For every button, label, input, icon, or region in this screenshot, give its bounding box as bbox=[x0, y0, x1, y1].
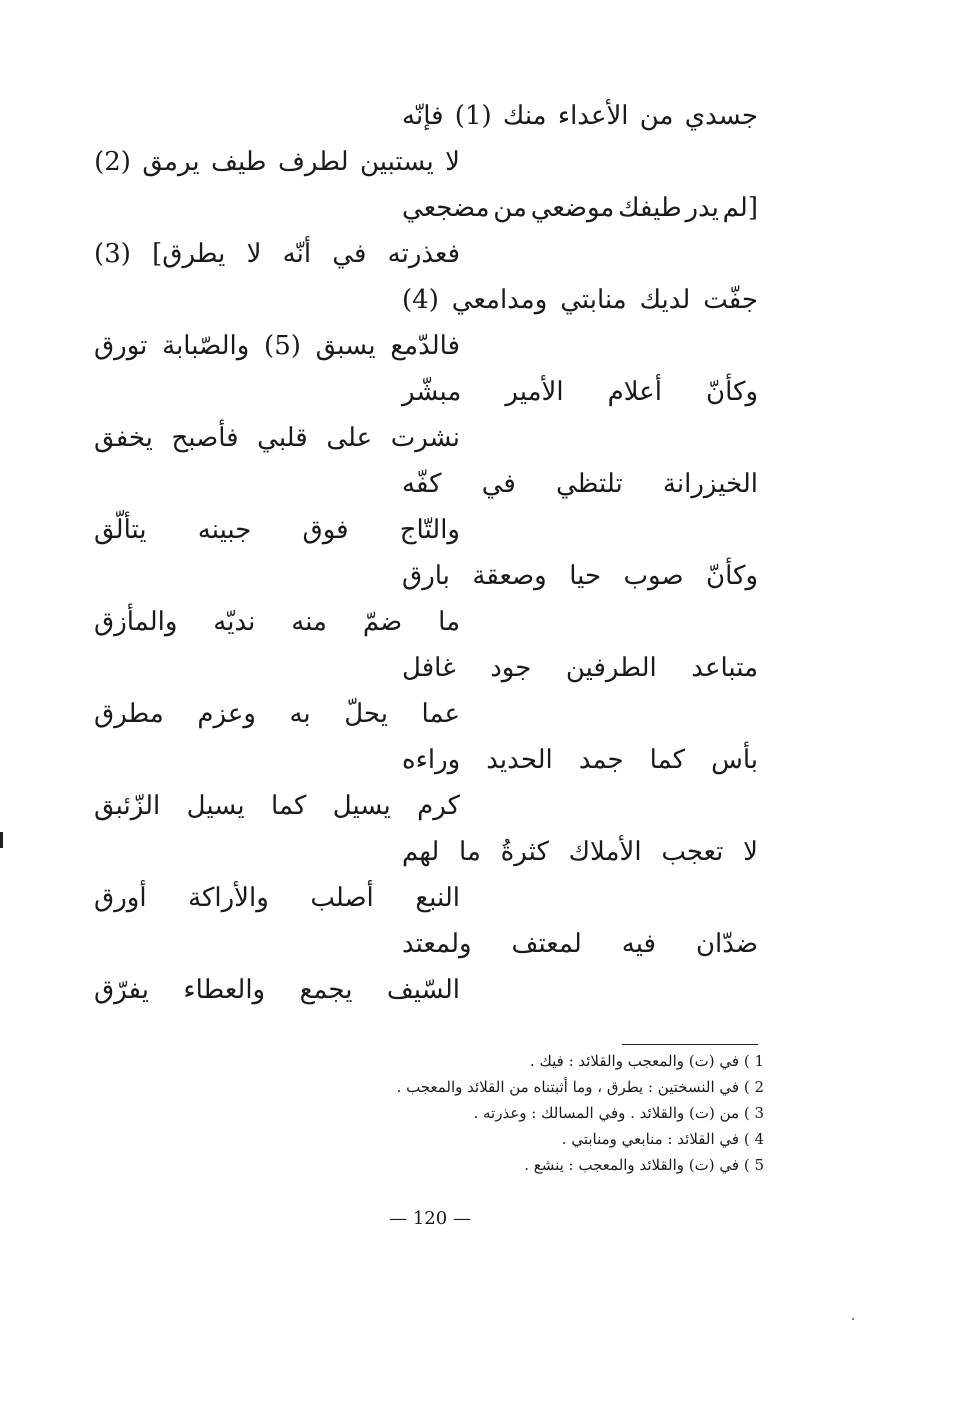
verse-word: (4) bbox=[402, 285, 439, 315]
verse-word: منه bbox=[291, 607, 327, 637]
verse-3-second-hemistich bbox=[94, 326, 460, 366]
verse-word: نديّه bbox=[213, 607, 256, 637]
verse-word: الأملاك bbox=[568, 837, 642, 867]
verse-word: [لم bbox=[722, 193, 758, 223]
verse-word: لهم bbox=[402, 837, 440, 867]
verse-word: مبشّر bbox=[402, 377, 462, 407]
verse-word: ضدّان bbox=[695, 929, 758, 959]
verse-word: يجمع bbox=[299, 975, 353, 1005]
verse-word: فأصبح bbox=[171, 423, 239, 453]
verse-word: كما bbox=[271, 791, 307, 821]
verse-word: الطرفين bbox=[565, 653, 657, 683]
verse-8-second-hemistich bbox=[94, 786, 460, 826]
footnote-2: 2 ) في النسختين : يطرق ، وما أثبتناه من القلائد والمعجب . bbox=[396, 1078, 764, 1096]
verse-word: مطرق bbox=[94, 699, 164, 729]
verse-word: منك bbox=[502, 101, 547, 131]
verse-word: يخفق bbox=[94, 423, 153, 453]
verse-word: بارق bbox=[402, 561, 450, 591]
verse-word: كثرةُ bbox=[500, 837, 549, 867]
verse-word: والعطاء bbox=[183, 975, 266, 1005]
verse-4-second-hemistich bbox=[94, 418, 460, 458]
scan-speck bbox=[852, 1318, 854, 1320]
verse-word: ومدامعي bbox=[451, 285, 548, 315]
verse-word: وصعقة bbox=[472, 561, 547, 591]
verse-word: كما bbox=[649, 745, 686, 775]
verse-word: لمعتف bbox=[511, 929, 582, 959]
verse-word: جبينه bbox=[197, 515, 252, 545]
verse-word: فالدّمع bbox=[390, 331, 460, 361]
verse-word: وعزم bbox=[197, 699, 256, 729]
verse-word: غافل bbox=[402, 653, 456, 683]
verse-word: وراءه bbox=[402, 745, 461, 775]
verse-word: منابتي bbox=[560, 285, 627, 315]
verse-word: جفّت bbox=[703, 285, 758, 315]
verse-10-first-hemistich bbox=[402, 924, 758, 964]
verse-word: فإنّه bbox=[402, 101, 444, 131]
verse-word: طيف bbox=[211, 147, 267, 177]
verse-word: من bbox=[639, 101, 674, 131]
verse-word: والتّاج bbox=[399, 515, 460, 545]
verse-word: قلبي bbox=[257, 423, 308, 453]
verse-word: يسيل bbox=[186, 791, 245, 821]
footnote-separator bbox=[622, 1044, 758, 1045]
verse-word: وكأنّ bbox=[706, 377, 758, 407]
verse-word: فيه bbox=[621, 929, 656, 959]
verse-word: طيفك bbox=[618, 193, 682, 223]
verse-word: يتألّق bbox=[94, 515, 147, 545]
verse-word: في bbox=[332, 239, 367, 269]
verse-word: الزّئبق bbox=[94, 791, 161, 821]
verse-3-first-hemistich bbox=[402, 280, 758, 320]
verse-6-second-hemistich bbox=[94, 602, 460, 642]
verse-word: النبع bbox=[415, 883, 460, 913]
verse-word: ولمعتد bbox=[402, 929, 472, 959]
verse-5-second-hemistich bbox=[94, 510, 460, 550]
verse-word: وكأنّ bbox=[706, 561, 758, 591]
verse-word: يسبق bbox=[315, 331, 376, 361]
verse-word: يطرق] bbox=[152, 239, 226, 269]
verse-word: لا bbox=[445, 147, 460, 177]
verse-word: أورق bbox=[94, 883, 147, 913]
verse-word: والمأزق bbox=[94, 607, 178, 637]
verse-word: (3) bbox=[94, 239, 131, 269]
verse-word: (1) bbox=[454, 101, 492, 131]
verse-word: أعلام bbox=[607, 377, 662, 407]
verse-7-first-hemistich bbox=[402, 648, 758, 688]
verse-4-first-hemistich bbox=[402, 372, 758, 412]
verse-8-first-hemistich bbox=[402, 740, 758, 780]
verse-6-first-hemistich bbox=[402, 556, 758, 596]
verse-word: فوق bbox=[302, 515, 349, 545]
verse-word: يدر bbox=[685, 193, 719, 223]
verse-word: ضمّ bbox=[362, 607, 403, 637]
verse-7-second-hemistich bbox=[94, 694, 460, 734]
verse-word: يرمق bbox=[142, 147, 200, 177]
verse-word: بأس bbox=[711, 745, 758, 775]
verse-word: والصّبابة bbox=[162, 331, 250, 361]
footnote-3: 3 ) من (ت) والقلائد . وفي المسالك : وعذرته . bbox=[473, 1104, 764, 1122]
footnote-1: 1 ) في (ت) والمعجب والقلائد : فيك . bbox=[529, 1052, 764, 1070]
verse-word: كفّه bbox=[402, 469, 442, 499]
page-number: — 120 — bbox=[389, 1208, 471, 1229]
verse-word: جود bbox=[490, 653, 532, 683]
verse-5-first-hemistich bbox=[402, 464, 758, 504]
verse-word: (5) bbox=[264, 331, 301, 361]
verse-1-first-hemistich bbox=[402, 96, 758, 136]
verse-word: لديك bbox=[639, 285, 691, 315]
verse-word: متباعد bbox=[691, 653, 758, 683]
verse-word: جمد bbox=[578, 745, 624, 775]
scan-edge-mark bbox=[0, 832, 3, 848]
verse-word: السّيف bbox=[386, 975, 460, 1005]
verse-word: في bbox=[481, 469, 516, 499]
verse-word: تورق bbox=[94, 331, 148, 361]
verse-2-second-hemistich bbox=[94, 234, 460, 274]
verse-1-second-hemistich bbox=[94, 142, 460, 182]
verse-word: كرم bbox=[417, 791, 460, 821]
verse-word: حيا bbox=[569, 561, 602, 591]
verse-9-first-hemistich bbox=[402, 832, 758, 872]
verse-word: أصلب bbox=[310, 883, 374, 913]
footnote-4: 4 ) في القلائد : منابعي ومنابتي . bbox=[561, 1130, 764, 1148]
verse-word: جسدي bbox=[684, 101, 758, 131]
verse-word: عما bbox=[421, 699, 460, 729]
verse-word: مضجعي bbox=[402, 193, 490, 223]
verse-word: الحديد bbox=[486, 745, 553, 775]
verse-word: الأمير bbox=[505, 377, 564, 407]
verse-word: يستبين bbox=[359, 147, 434, 177]
verse-word: تلتظي bbox=[556, 469, 623, 499]
verse-word: على bbox=[326, 423, 373, 453]
verse-word: لا bbox=[246, 239, 262, 269]
verse-2-first-hemistich bbox=[402, 188, 758, 228]
verse-word: أنّه bbox=[282, 239, 312, 269]
verse-word: نشرت bbox=[390, 423, 460, 453]
verse-word: من bbox=[493, 193, 527, 223]
verse-word: موضعي bbox=[530, 193, 615, 223]
verse-10-second-hemistich bbox=[94, 970, 460, 1010]
verse-word: صوب bbox=[623, 561, 684, 591]
verse-word: فعذرته bbox=[387, 239, 460, 269]
verse-word: لطرف bbox=[277, 147, 349, 177]
verse-word: لا bbox=[743, 837, 758, 867]
verse-word: ما bbox=[438, 607, 460, 637]
verse-word: (2) bbox=[94, 147, 131, 177]
verse-word: تعجب bbox=[661, 837, 724, 867]
verse-word: يفرّق bbox=[94, 975, 149, 1005]
verse-word: يسيل bbox=[332, 791, 391, 821]
verse-word: والأراكة bbox=[188, 883, 269, 913]
verse-word: يحلّ bbox=[344, 699, 388, 729]
verse-word: به bbox=[289, 699, 311, 729]
verse-word: الأعداء bbox=[557, 101, 629, 131]
verse-word: ما bbox=[459, 837, 481, 867]
footnote-5: 5 ) في (ت) والقلائد والمعجب : ينشع . bbox=[524, 1156, 764, 1174]
verse-word: الخيزرانة bbox=[662, 469, 758, 499]
verse-9-second-hemistich bbox=[94, 878, 460, 918]
